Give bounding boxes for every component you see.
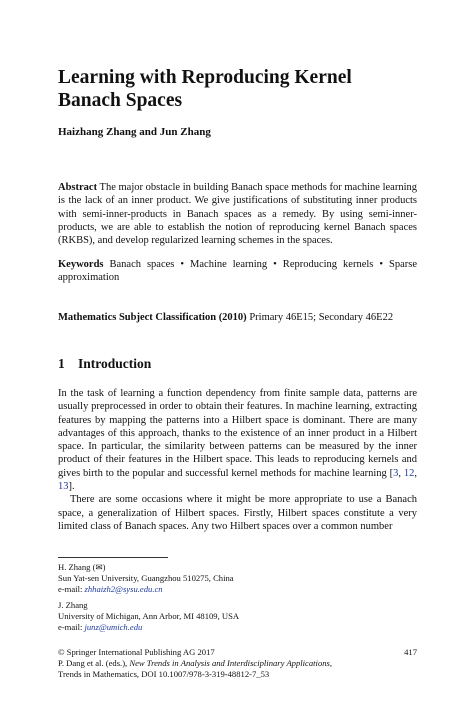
- author2-email-link[interactable]: junz@umich.edu: [84, 622, 143, 632]
- copyright-text: © Springer International Publishing AG 2017: [58, 647, 215, 657]
- abstract-label: Abstract: [58, 182, 98, 193]
- msc-text: Primary 46E15; Secondary 46E22: [249, 312, 394, 323]
- keywords-label: Keywords: [58, 259, 104, 270]
- section-title: Introduction: [78, 356, 152, 371]
- footnote-divider: [58, 557, 168, 558]
- author2-affiliation: University of Michigan, Ann Arbor, MI 48109, USA: [58, 611, 240, 621]
- author2-name: J. Zhang: [58, 600, 88, 610]
- citation-separator: ,: [398, 467, 404, 479]
- abstract-text: The major obstacle in building Banach space methods for machine learning is the lack of an inner product. We give justifications of substituting inner products with semi-inner-products in Banach spaces as a remedy. By using semi-inner-products, we are able to establish the notion of reproducing kernel Banach spaces (RKBS), and develop regularized learning schemes in the spaces.: [58, 182, 418, 247]
- book-citation: [58, 658, 417, 669]
- citation-link[interactable]: 13: [58, 481, 69, 493]
- citation-link[interactable]: 12: [403, 467, 415, 479]
- section-number: 1: [58, 356, 65, 371]
- author2-footnote: [58, 600, 417, 633]
- introduction-text: [58, 387, 417, 533]
- author1-email-link[interactable]: zhhaizh2@sysu.edu.cn: [84, 584, 163, 594]
- author2-email-line: [58, 622, 417, 633]
- email-label: e-mail:: [58, 584, 85, 594]
- keywords-text: Banach spaces • Machine learning • Reproducing kernels • Sparse approximation: [58, 259, 418, 284]
- author1-email-line: [58, 584, 417, 595]
- msc-classification: [58, 311, 417, 324]
- citation-separator: ,: [414, 467, 418, 479]
- book-suffix: ,: [329, 658, 333, 668]
- paper-authors: Haizhang Zhang and Jun Zhang: [58, 126, 211, 138]
- section-heading: [58, 356, 151, 372]
- book-editors: P. Dang et al. (eds.),: [58, 658, 130, 668]
- intro-paragraph-1: [58, 387, 417, 493]
- intro-paragraph-1-text: In the task of learning a function dependency from finite sample data, patterns are usually preprocessed in order to obtain their features. In machine learning, extracting features by mapping the patterns into a Hilbert space is dominant. There are many advantages of this approach, thanks to the existence of an inner product in a Hilbert space. In particular, the similarity between patterns can be measured by the inner product of their features in the Hilbert space. This leads to reproducing kernels and gives birth to the popular and successful kernel methods for machine learning [: [58, 388, 417, 479]
- page-number: 417: [404, 647, 417, 657]
- intro-paragraph-2: There are some occasions where it might be more appropriate to use a Banach space, a generalization of Hilbert spaces. Firstly, Hilbert spaces constitute a very limited class of Banach spaces. Any two Hilbert spaces over a common number: [58, 494, 417, 532]
- book-title: New Trends in Analysis and Interdisciplinary Applications: [129, 658, 330, 668]
- author1-footnote: [58, 562, 417, 595]
- citation-link[interactable]: 3: [393, 467, 399, 479]
- email-label: e-mail:: [58, 622, 85, 632]
- copyright-row: [58, 647, 417, 658]
- series-doi: Trends in Mathematics, DOI 10.1007/978-3-319-48812-7_53: [58, 669, 270, 679]
- keywords: [58, 258, 417, 285]
- author1-name: H. Zhang (✉): [58, 562, 106, 572]
- publication-footer: [58, 647, 417, 680]
- paper-title: Learning with Reproducing Kernel Banach Spaces: [58, 67, 352, 111]
- author1-affiliation: Sun Yat-sen University, Guangzhou 510275, China: [58, 573, 234, 583]
- abstract: [58, 181, 417, 247]
- msc-label: Mathematics Subject Classification (2010): [58, 312, 247, 323]
- intro-paragraph-1-end: ].: [68, 481, 75, 493]
